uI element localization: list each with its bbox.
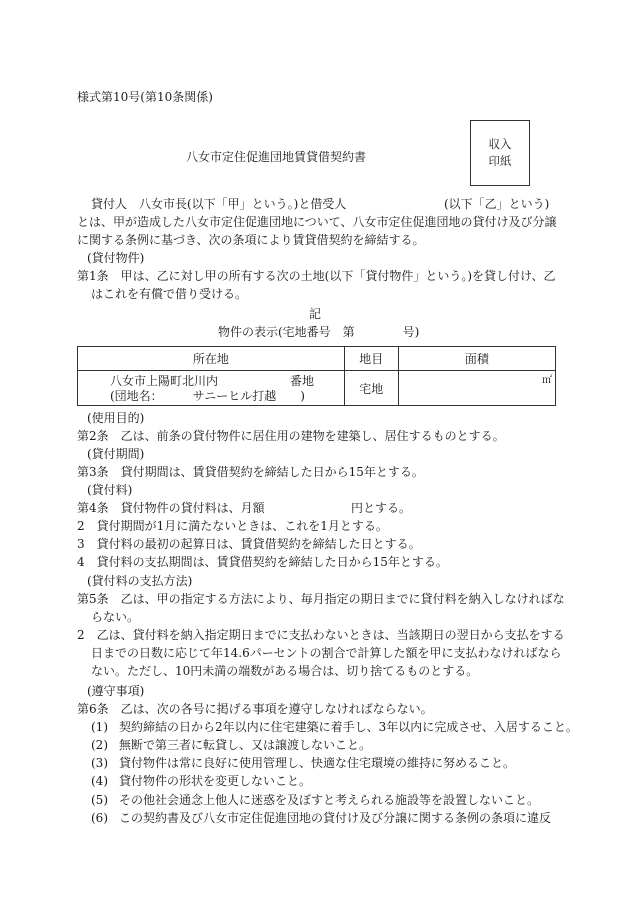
article3-line1: 第3条 貸付期間は、賃貸借契約を締結した日から15年とする。 [77,465,424,479]
location-complex-name: (団地名： サニーヒル打越 ) [110,389,305,403]
table-row [78,371,556,406]
stamp-label-line1: 収入 [488,137,512,151]
form-number: 様式第10号(第10条関係) [77,90,213,104]
article5-line1: 第5条 乙は、甲の指定する方法により、毎月指定の期日までに貸付料を納入しなければな [77,592,565,606]
article6-item4-text: 貸付物件の形状を変更しないこと。 [119,774,312,788]
article6-heading: (遵守事項) [87,684,145,698]
article6-item1-num: (1) [91,720,108,734]
article4-line2: 2 貸付期間が1月に満たないときは、これを1月とする。 [77,519,388,533]
article1-line1: 第1条 甲は、乙に対し甲の所有する次の土地(以下「貸付物件」という。)を貸し付け、乙 [77,269,556,283]
cell-location [78,371,345,406]
document-title: 八女市定住促進団地賃貸借契約書 [186,150,367,164]
article4-line4: 4 貸付料の支払期間は、賃貸借契約を締結した日から15年とする。 [77,555,448,569]
article6-item6-num: (6) [91,811,108,825]
intro-line1-lessor: 貸付人 八女市長(以下「甲」という。)と借受人 [91,197,347,211]
article6-item2-text: 無断で第三者に転貸し、又は譲渡しないこと。 [119,738,372,752]
article2-heading: (使用目的) [87,411,145,425]
article5-line5: ない。ただし、10円未満の端数がある場合は、切り捨てるものとする。 [91,664,479,678]
intro-line1-lessee: (以下「乙」という) [444,197,550,211]
cell-area [398,371,555,406]
stamp-label-line2: 印紙 [488,154,512,168]
article6-item5-num: (5) [91,793,108,807]
article4-heading: (貸付料) [87,483,133,497]
article5-line3: 2 乙は、貸付料を納入指定期日までに支払わないときは、当該期日の翌日から支払をする [77,628,565,642]
article2-line1: 第2条 乙は、前条の貸付物件に居住用の建物を建築し、居住するものとする。 [77,429,505,443]
table-header-row [78,347,556,371]
article5-line4: 日までの日数に応じて年14.6パーセントの割合で計算した額を甲に支払わなければなら [91,646,562,660]
cell-land-type: 宅地 [344,371,398,406]
location-address: 八女市上陽町北川内 番地 [110,374,315,388]
header-land-type: 地目 [344,347,398,371]
article6-item2-num: (2) [91,738,108,752]
revenue-stamp-box [470,120,530,186]
article6-line1: 第6条 乙は、次の各号に掲げる事項を遵守しなければならない。 [77,702,433,716]
article6-item6-text: この契約書及び八女市定住促進団地の貸付け及び分譲に関する条例の条項に違反 [119,811,552,825]
header-area: 面積 [398,347,555,371]
article6-item5-text: その他社会通念上他人に迷惑を及ぼすと考えられる施設等を設置しないこと。 [119,793,540,807]
header-location: 所在地 [78,347,345,371]
article4-line3: 3 貸付料の最初の起算日は、賃貸借契約を締結した日とする。 [77,537,421,551]
area-unit: ㎡ [542,375,552,386]
article4-line1-amount: 第4条 貸付物件の貸付料は、月額 [77,501,265,515]
article3-heading: (貸付期間) [87,447,145,461]
article5-heading: (貸付料の支払方法) [87,574,193,588]
article5-line2: らない。 [91,610,140,624]
article4-line1-yen: 円とする。 [351,501,412,515]
property-table [77,346,556,406]
article6-item1-text: 契約締結の日から2年以内に住宅建築に着手し、3年以内に完成させ、入居すること。 [119,720,578,734]
intro-line3: に関する条例に基づき、次の条項により賃貸借契約を締結する。 [77,233,425,247]
article6-item3-text: 貸付物件は常に良好に使用管理し、快適な住宅環境の維持に努めること。 [119,756,516,770]
intro-line2: とは、甲が造成した八女市定住促進団地について、八女市定住促進団地の貸付け及び分譲 [77,215,557,229]
property-caption: 物件の表示(宅地番号 第 号) [218,325,420,339]
article1-heading: (貸付物件) [87,251,145,265]
article1-line2: はこれを有償で借り受ける。 [91,287,248,301]
ki-heading: 記 [309,307,322,321]
article6-item4-num: (4) [91,774,108,788]
article6-item3-num: (3) [91,756,108,770]
